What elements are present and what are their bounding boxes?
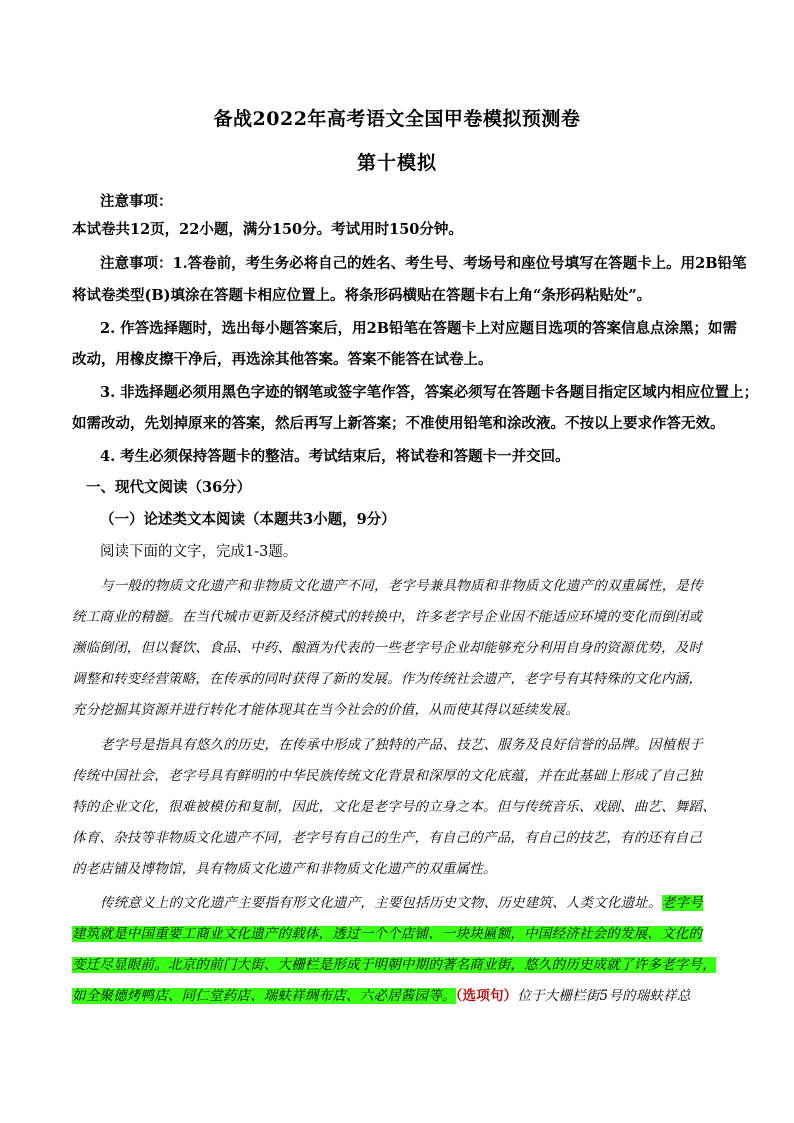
paragraph-2-line: 的老店铺及博物馆，具有物质文化遗产和非物质文化遗产的双重属性。 (72, 861, 497, 877)
paragraph-3-line (72, 953, 722, 973)
notice-3-line-1: 3. 非选择题必须用黑色字迹的钢笔或签字笔作答，答案必须写在答题卡各题目指定区域内相应位置上； (100, 384, 759, 401)
page-title: 备战2022年高考语文全国甲卷模拟预测卷 (213, 108, 581, 130)
notice-2-line-1: 2. 作答选择题时，选出每小题答案后，用2B铅笔在答题卡上对应题目选项的答案信息点涂黑；如需 (100, 320, 738, 337)
paragraph-3-line (100, 891, 722, 911)
paragraph-2-line: 体育、杂技等非物质文化遗产不同，老字号有自己的生产，有自己的产品，有自己的技艺，有的还有自己 (72, 830, 703, 846)
notice-intro: 本试卷共12页，22小题，满分150分。考试用时150分钟。 (72, 221, 463, 238)
paragraph-1-line: 调整和转变经营策略，在传承的同时获得了新的发展。作为传统社会遗产，老字号有其特殊的文化内涵， (72, 671, 703, 687)
highlighted-text: 变迁尽显眼前。北京的前门大街、大栅栏是形成于明朝中期的著名商业街，悠久的历史成就了许多老字号， (72, 957, 716, 973)
notice-3-line-2: 如需改动，先划掉原来的答案，然后再写上新答案；不准使用铅笔和涂改液。不按以上要求作答无效。 (72, 415, 725, 432)
paragraph-2-line: 特的企业文化，很难被模仿和复制，因此，文化是老字号的立身之本。但与传统音乐、戏剧、曲艺、舞蹈、 (72, 799, 716, 815)
notice-1-line-1: 注意事项：1.答卷前，考生务必将自己的姓名、考生号、考场号和座位号填写在答题卡上。用2B铅笔 (100, 255, 747, 272)
paragraph-2-line: 老字号是指具有悠久的历史，在传承中形成了独特的产品、技艺、服务及良好信誉的品牌。因植根于 (100, 737, 703, 753)
paragraph-1-line: 统工商业的精髓。在当代城市更新及经济模式的转换中，许多老字号企业因不能适应环境的变化而倒闭或 (72, 609, 703, 625)
notice-1-line-2: 将试卷类型(B)填涂在答题卡相应位置上。将条形码横贴在答题卡右上角“条形码粘贴处”。 (72, 287, 652, 304)
highlighted-text: 建筑就是中国重要工商业文化遗产的载体，透过一个个店铺、一块块匾额，中国经济社会的发展、文化的 (72, 926, 703, 942)
notice-4: 4. 考生必须保持答题卡的整洁。考试结束后，将试卷和答题卡一并交回。 (100, 448, 570, 465)
highlighted-text: 如全聚德烤鸭店、同仁堂药店、瑞蚨祥绸布店、六必居酱园等。 (72, 988, 456, 1004)
paragraph-1-line: 濒临倒闭，但以餐饮、食品、中药、酿酒为代表的一些老字号企业却能够充分利用自身的资源优势，及时 (72, 640, 703, 656)
paragraph-2-line: 传统中国社会，老字号具有鲜明的中华民族传统文化背景和深厚的文化底蕴，并在此基础上形成了自己独 (72, 768, 703, 784)
paragraph-3-line (72, 984, 722, 1004)
paragraph-1-line: 与一般的物质文化遗产和非物质文化遗产不同，老字号兼具物质和非物质文化遗产的双重属性，是传 (100, 578, 703, 594)
reading-instruction: 阅读下面的文字，完成1-3题。 (100, 544, 298, 560)
option-sentence-marker: （选项句） (455, 988, 518, 1004)
notice-heading: 注意事项： (100, 193, 173, 210)
paragraph-3-text: 传统意义上的文化遗产主要指有形文化遗产，主要包括历史文物、历史建筑、人类文化遗址。 (100, 895, 662, 911)
notice-2-line-2: 改动，用橡皮擦干净后，再选涂其他答案。答案不能答在试卷上。 (72, 351, 493, 368)
paragraph-3-text: 位于大栅栏街5号的瑞蚨祥总 (517, 988, 691, 1004)
subsection-heading: （一）论述类文本阅读（本题共3小题，9分） (100, 511, 396, 528)
paragraph-1-line: 充分挖掘其资源并进行转化才能体现其在当今社会的价值，从而使其得以延续发展。 (72, 702, 579, 718)
highlighted-text: 老字号 (661, 895, 703, 911)
section-heading: 一、现代文阅读（36分） (86, 479, 252, 496)
paragraph-3-line (72, 922, 722, 942)
page-subtitle: 第十模拟 (356, 152, 437, 174)
